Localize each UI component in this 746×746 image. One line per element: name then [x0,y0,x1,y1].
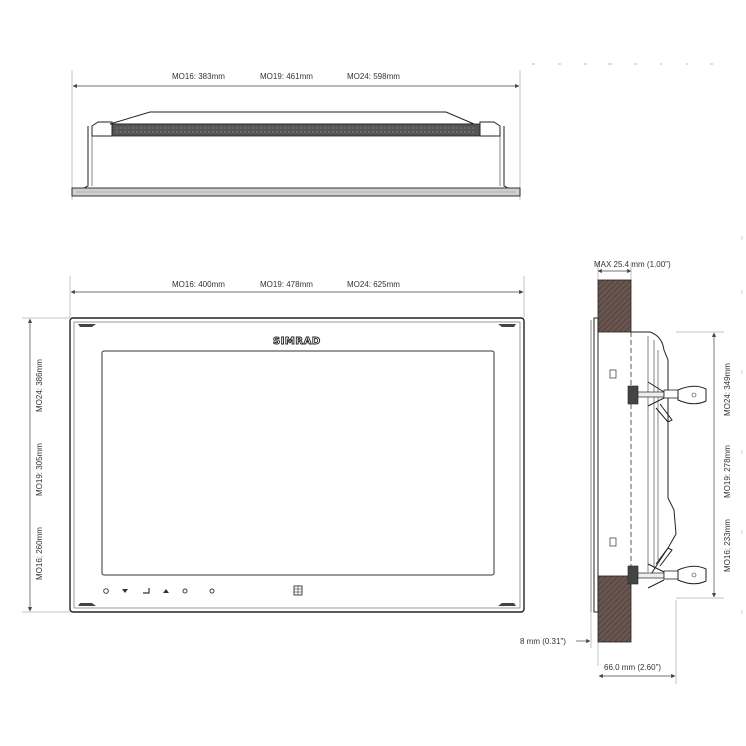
top-view-housing [72,112,520,196]
top-view [72,64,713,200]
front-view [22,276,524,612]
brand-logo: SIMRAD [273,336,321,347]
mounting-bracket-lower [628,548,706,588]
front-width-mo24-label: MO24: 625mm [347,280,400,289]
mounting-bracket-upper [628,382,706,422]
bezel-depth-label: 8 mm (0.31") [520,637,566,646]
front-width-mo19-label: MO19: 478mm [260,280,313,289]
front-width-mo16-label: MO16: 400mm [172,280,225,289]
mounting-panel-bottom [598,576,631,642]
cutout-mo16-label: MO16: 233mm [723,519,732,572]
front-height-mo19-label: MO19: 305mm [35,443,44,496]
top-width-mo19-label: MO19: 461mm [260,72,313,81]
display-unit [70,318,524,612]
side-view [520,260,732,684]
cutout-mo24-label: MO24: 349mm [723,363,732,416]
front-height-mo24-label: MO24: 386mm [35,359,44,412]
top-width-mo16-label: MO16: 383mm [172,72,225,81]
total-depth-label: 66.0 mm (2.60") [604,663,662,672]
screen [102,351,494,575]
side-housing [610,332,676,576]
cutout-mo19-label: MO19: 278mm [723,445,732,498]
max-panel-thickness-label: MAX 25.4 mm (1.00") [594,260,671,269]
mounting-panel-top [598,280,631,332]
top-width-mo24-label: MO24: 598mm [347,72,400,81]
front-height-mo16-label: MO16: 260mm [35,527,44,580]
